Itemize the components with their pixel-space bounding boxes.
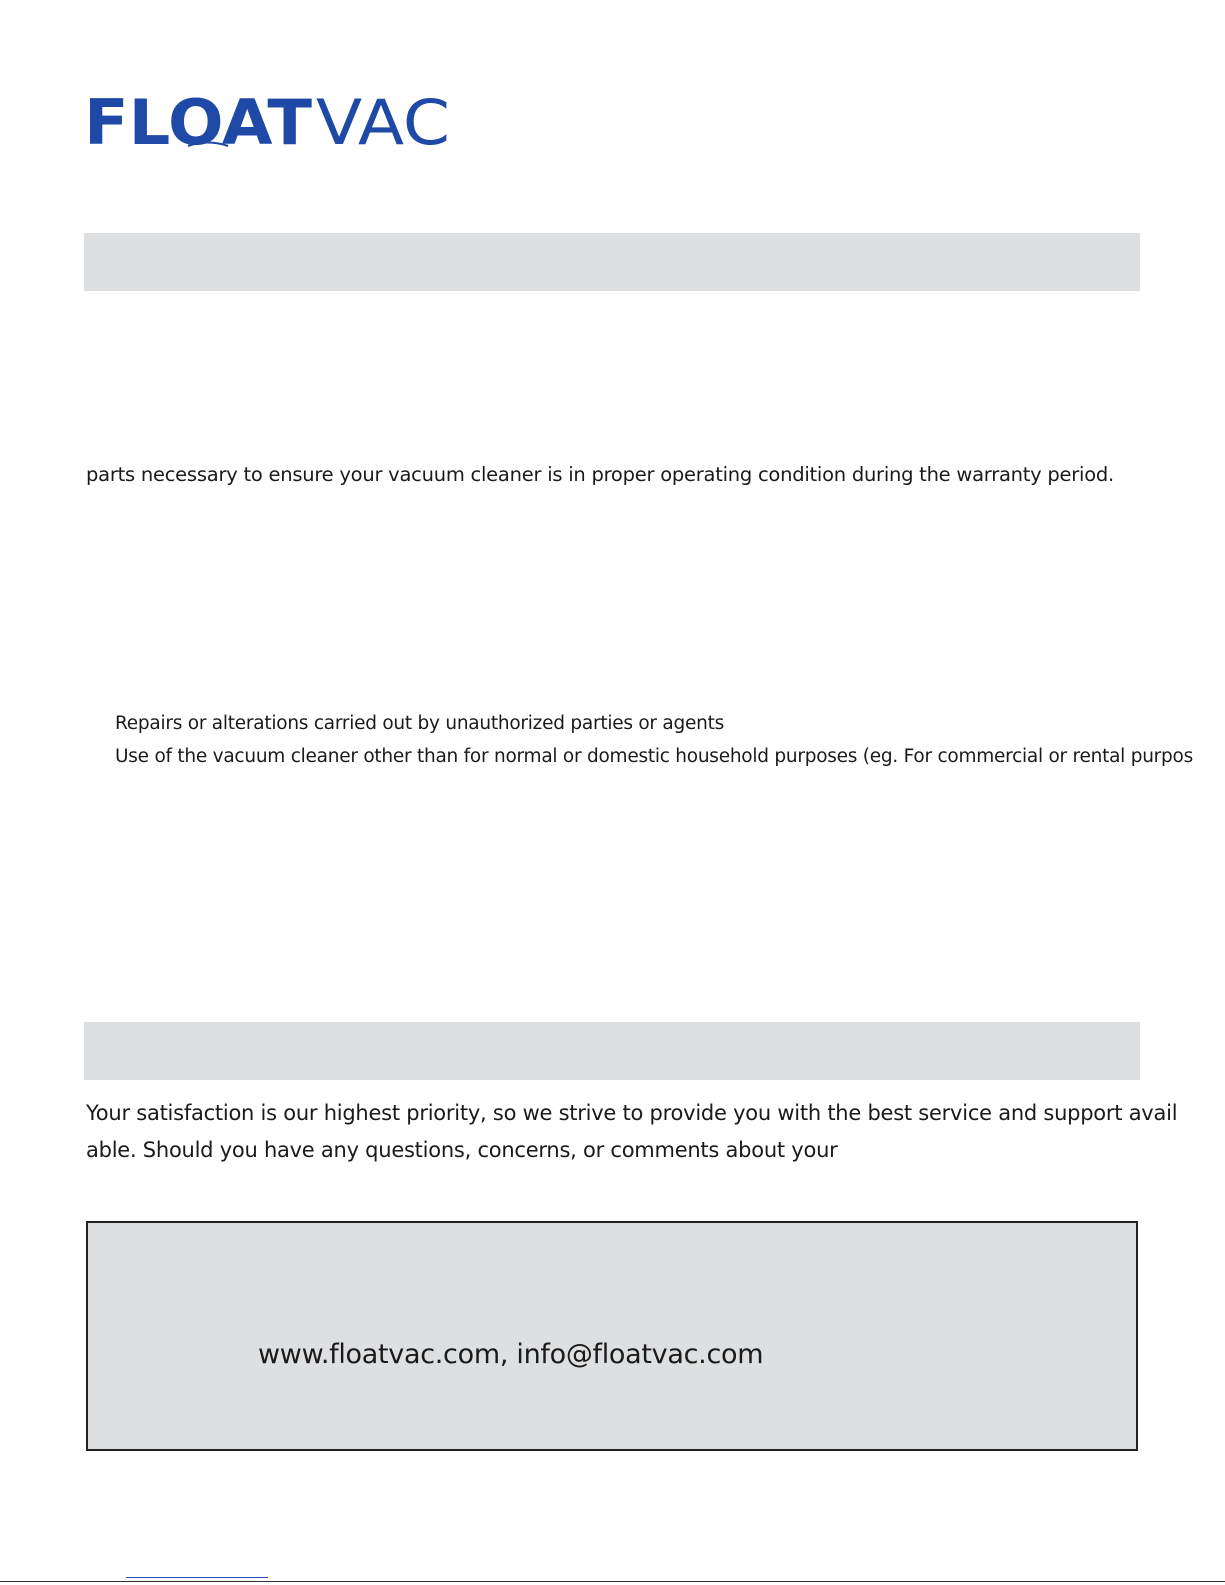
floatvac-logo xyxy=(84,92,452,148)
exclusion-item-unauthorized-repairs: Repairs or alterations carried out by unauthorized parties or agents xyxy=(115,713,724,734)
section-header-band-warranty xyxy=(84,233,1140,291)
support-text-line-2: able. Should you have any questions, concerns, or comments about your xyxy=(86,1138,838,1162)
contact-info-box xyxy=(86,1221,1138,1451)
support-text-line-1: Your satisfaction is our highest priority, so we strive to provide you with the best service and support avail xyxy=(86,1101,1178,1125)
footer-link-underline[interactable] xyxy=(126,1577,268,1578)
floatvac-logo-mark xyxy=(84,92,452,148)
page-bottom-divider xyxy=(0,1581,1225,1582)
logo-light-text: VAC xyxy=(316,92,450,148)
logo-bold-text: FLOAT xyxy=(84,92,312,148)
exclusion-item-non-domestic-use: Use of the vacuum cleaner other than for normal or domestic household purposes (eg. For commercial or rental purpos xyxy=(115,746,1193,767)
warranty-parts-text: parts necessary to ensure your vacuum cleaner is in proper operating condition during the warranty period. xyxy=(86,463,1114,486)
contact-website-email[interactable]: www.floatvac.com, info@floatvac.com xyxy=(258,1339,764,1370)
section-header-band-support xyxy=(84,1022,1140,1080)
